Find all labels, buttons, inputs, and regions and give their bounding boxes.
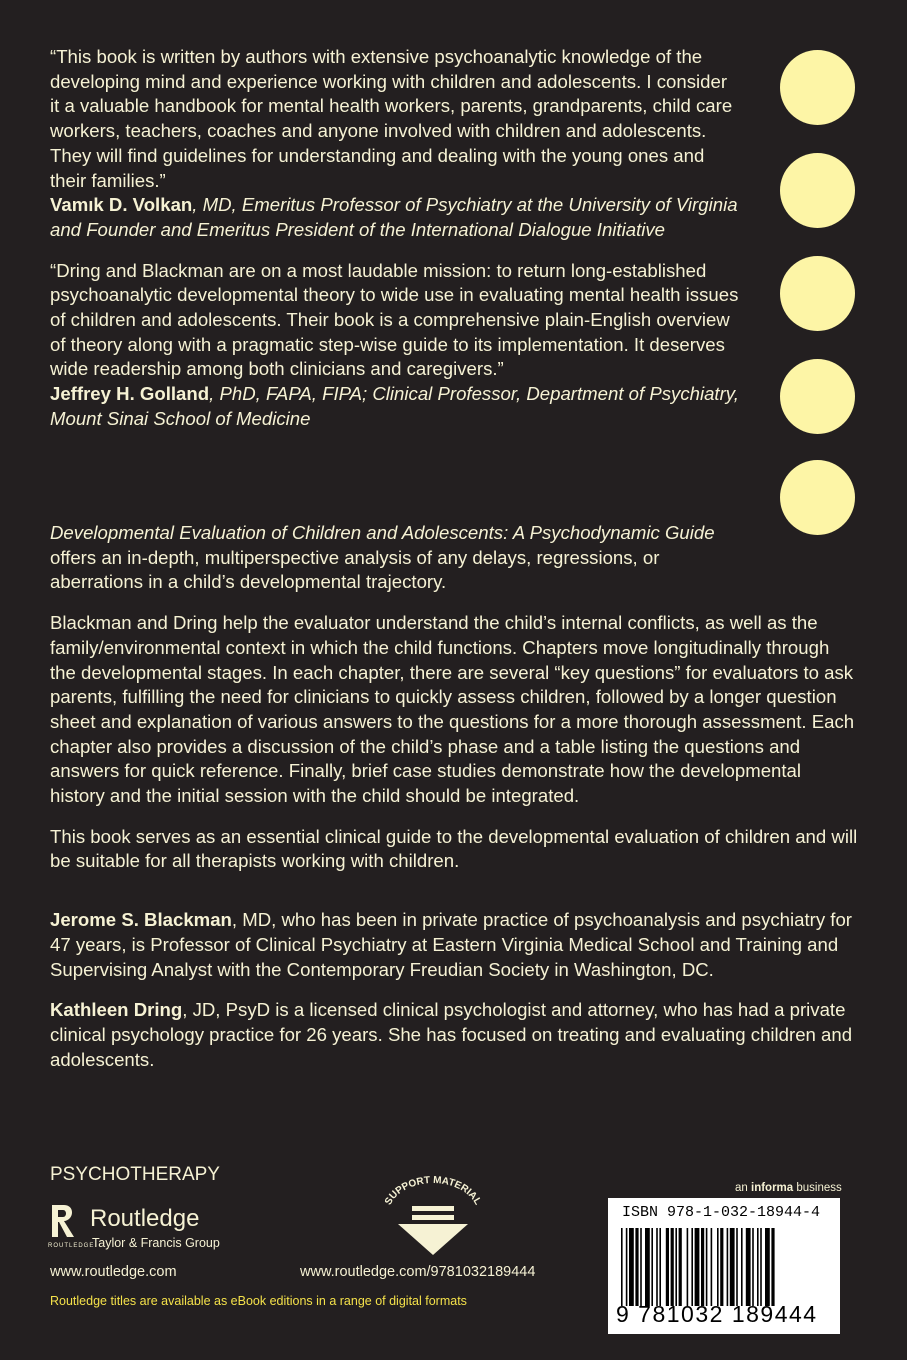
barcode-bar [671, 1228, 674, 1306]
barcode-bar [659, 1228, 661, 1306]
support-material-badge [378, 1175, 488, 1261]
description-intro [50, 521, 740, 595]
review-1-credentials: , MD, Emeritus Professor of Psychiatry at the University of Virginia and Founder and Emeritus President of the International Dialogue Initiative [50, 194, 738, 240]
routledge-logo [50, 1203, 250, 1258]
barcode-bar [666, 1228, 669, 1306]
review-1-attribution [50, 193, 740, 242]
review-2-attribution [50, 382, 740, 431]
barcode-bar [746, 1228, 751, 1306]
author-2-name: Kathleen Dring [50, 999, 183, 1021]
decorative-circle-4 [780, 359, 855, 434]
barcode-bar [771, 1228, 774, 1306]
author-bio-2 [50, 998, 860, 1072]
barcode-bar [691, 1228, 693, 1306]
barcode-bar [727, 1228, 729, 1306]
barcode-bar [720, 1228, 723, 1306]
informa-prefix: an [735, 1182, 751, 1194]
barcode-bar [675, 1228, 677, 1306]
barcode-bar [730, 1228, 735, 1306]
review-1-author: Vamık D. Volkan [50, 194, 193, 216]
review-2-author: Jeffrey H. Golland [50, 383, 210, 405]
barcode-bar [687, 1228, 689, 1306]
review-2-credentials: , PhD, FAPA, FIPA; Clinical Professor, Department of Psychiatry, Mount Sinai School of Medicine [50, 383, 739, 429]
barcode-bar [635, 1228, 638, 1306]
barcode-bar [629, 1228, 634, 1306]
svg-text:SUPPORT MATERIAL: SUPPORT MATERIAL [382, 1175, 484, 1207]
barcode-bar [741, 1228, 743, 1306]
barcode-bar [651, 1228, 653, 1306]
category-label: PSYCHOTHERAPY [50, 1164, 220, 1185]
informa-label [735, 1182, 842, 1194]
review-2-quote: “Dring and Blackman are on a most laudable mission: to return long-established psychoanalytic developmental theory to wide use in evaluating mental health issues of children and adolescents. Their book is a comprehensive plain-English overview of theory along with a pragmatic step-wise guide to its implementation. It deserves wide readership among both clinicians and caregivers.” [50, 259, 739, 380]
publisher-group: Taylor & Francis Group [92, 1236, 220, 1250]
barcode-bar [645, 1228, 650, 1306]
ebook-note: Routledge titles are available as eBook editions in a range of digital formats [50, 1294, 467, 1308]
barcode-bars [621, 1228, 827, 1306]
isbn-barcode [608, 1198, 840, 1334]
decorative-circle-1 [780, 50, 855, 125]
barcode-bar [765, 1228, 770, 1306]
review-1-quote: “This book is written by authors with extensive psychoanalytic knowledge of the developing mind and experience working with children and adolescents. I consider it a valuable handbook for mental health workers, parents, grandparents, child care workers, teachers, coaches and anyone involved with children and adolescents. They will find guidelines for understanding and dealing with the young ones and their families.” [50, 46, 733, 191]
barcode-bar [717, 1228, 719, 1306]
barcode-bar [640, 1228, 642, 1306]
description-intro-text: offers an in-depth, multiperspective analysis of any delays, regressions, or aberrations in a child’s developmental trajectory. [50, 546, 660, 593]
barcode-bar [626, 1228, 628, 1306]
barcode-digits: 9 781032 189444 [616, 1301, 818, 1327]
decorative-circle-3 [780, 256, 855, 331]
barcode-bar [757, 1228, 759, 1306]
barcode-bar [760, 1228, 762, 1306]
barcode-bar [711, 1228, 713, 1306]
decorative-circle-2 [780, 153, 855, 228]
barcode-bar [679, 1228, 682, 1306]
description-section [50, 521, 860, 1072]
informa-bold: informa [751, 1182, 794, 1194]
author-1-name: Jerome S. Blackman [50, 909, 232, 931]
barcode-bar [752, 1228, 754, 1306]
book-title: Developmental Evaluation of Children and Adolescents: A Psychodynamic Guide [50, 522, 715, 543]
barcode-bar [736, 1228, 738, 1306]
routledge-logo-side-text: ROUTLEDGE [48, 1243, 95, 1249]
description-paragraph-3: This book serves as an essential clinical guide to the developmental evaluation of children and will be suitable for all therapists working with children. [50, 825, 858, 872]
reviews-section [50, 45, 740, 432]
author-2-bio: , JD, PsyD is a licensed clinical psychologist and attorney, who has had a private clinical psychology practice for 26 years. She has focused on treating and evaluating children and adolescents. [50, 999, 853, 1070]
download-arrow-icon [378, 1175, 488, 1261]
author-1-bio: , MD, who has been in private practice of psychoanalysis and psychiatry for 47 years, is Professor of Clinical Psychiatry at Eastern Virginia Medical School and Training and Supervising Analyst with the Contemporary Freudian Society in Washington, DC. [50, 909, 853, 980]
informa-suffix: business [793, 1182, 842, 1194]
barcode-bar [621, 1228, 623, 1306]
isbn-number: ISBN 978-1-032-18944-4 [622, 1204, 821, 1221]
publisher-website[interactable]: www.routledge.com [50, 1264, 177, 1280]
description-paragraph-2: Blackman and Dring help the evaluator understand the child’s internal conflicts, as well as the family/environmental context in which the child functions. Chapters move longitudinally through the developmental stages. In each chapter, there are several “key questions” for evaluators to ask parents, fulfilling the need for clinicians to quickly assess children, followed by a longer question sheet and explanation of various answers to the questions for a more thorough assessment. Each chapter also provides a discussion of the child’s phase and a table listing the questions and answers for quick reference. Finally, brief case studies demonstrate how the developmental history and the initial session with the child should be integrated. [50, 612, 855, 807]
barcode-bar [695, 1228, 700, 1306]
barcode-bar [706, 1228, 708, 1306]
barcode-bar [656, 1228, 658, 1306]
barcode-bar [701, 1228, 704, 1306]
support-material-url[interactable]: www.routledge.com/9781032189444 [300, 1264, 536, 1280]
publisher-name: Routledge [90, 1205, 200, 1232]
author-bio-1 [50, 908, 860, 982]
